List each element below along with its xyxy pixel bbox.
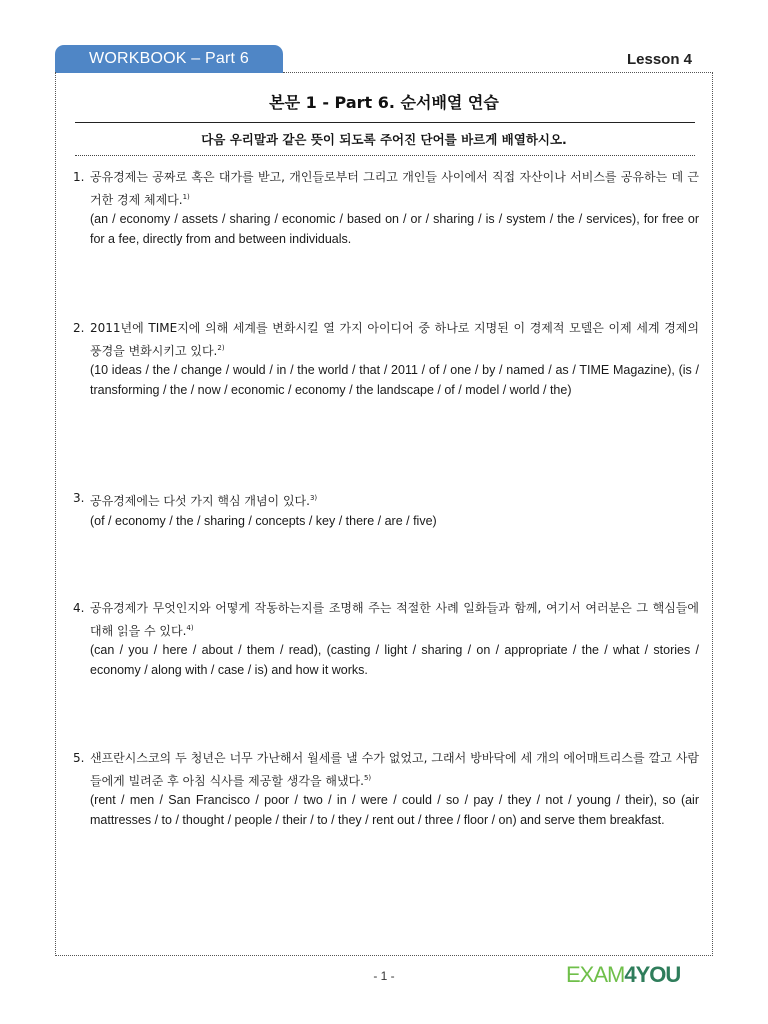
- question-3: [73, 489, 699, 531]
- question-english: (an / economy / assets / sharing / economic / based on / or / sharing / is / system / the / services), for free or for a fee, directly from and between individuals.: [90, 212, 699, 246]
- question-4: [73, 599, 699, 680]
- workbook-part-tab: WORKBOOK – Part 6: [55, 45, 283, 73]
- footnote-marker: 2): [217, 343, 225, 352]
- footnote-marker: 5): [363, 773, 372, 782]
- question-english: (of / economy / the / sharing / concepts / key / there / are / five): [90, 513, 437, 528]
- question-korean: 공유경제는 공짜로 혹은 대가를 받고, 개인들로부터 그리고 개인들 사이에서 직접 자산이나 서비스를 공유하는 데 근거한 경제 체제다.$^{1)}$: [90, 170, 699, 207]
- question-number: 5.: [73, 751, 85, 765]
- question-korean: 샌프란시스코의 두 청년은 너무 가난해서 월세를 낼 수가 없었고, 그래서 방바닥에 세 개의 에어매트리스를 깔고 사람들에게 빌려준 후 아침 식사를 제공할 생각을 해냈다.$^{5)}$: [90, 751, 699, 788]
- question-korean: 2011년에 TIME지에 의해 세계를 변화시킬 열 가지 아이디어 중 하나로 지명된 이 경제적 모델은 이제 세계 경제의 풍경을 변화시키고 있다.$^{2)}$: [90, 321, 699, 358]
- question-number: 1.: [73, 170, 85, 184]
- footnote-marker: 1): [182, 192, 190, 201]
- question-number: 3.: [73, 491, 85, 505]
- question-2: [73, 319, 699, 400]
- page-number: - 1 -: [373, 969, 395, 983]
- footnote-marker: 4): [186, 623, 194, 632]
- footnote-marker: 3): [309, 494, 318, 502]
- title-divider: [75, 122, 695, 123]
- instruction-divider: [75, 155, 695, 156]
- question-number: 4.: [73, 601, 85, 615]
- question-korean: 공유경제에는 다섯 가지 핵심 개념이 있다.$^{3)}$: [90, 494, 318, 508]
- question-korean: 공유경제가 무엇인지와 어떻게 작동하는지를 조명해 주는 적절한 사례 일화들과 함께, 여기서 여러분은 그 핵심들에 대해 읽을 수 있다.$^{4)}$: [90, 601, 699, 638]
- page-title: 본문 1 - Part 6. 순서배열 연습: [269, 93, 499, 112]
- question-1: [73, 168, 699, 249]
- question-english: (10 ideas / the / change / would / in / the world / that / 2011 / of / one / by / named / as / TIME Magazine), (is / transforming / the / now / economic / economy / the landscape / of / model / world / the): [90, 363, 699, 397]
- lesson-label: Lesson 4: [626, 51, 692, 68]
- exam4you-logo: EXAM4YOU: [566, 962, 681, 987]
- question-5: [73, 749, 699, 830]
- instruction-text: 다음 우리말과 같은 뜻이 되도록 주어진 단어를 바르게 배열하시오.: [201, 132, 567, 147]
- question-number: 2.: [73, 321, 85, 335]
- question-english: (rent / men / San Francisco / poor / two / in / were / could / so / pay / they / not / young / their), so (air mattresses / to / thought / people / their / to / they / rent out / three / floor / on) and serve them breakfast.: [90, 793, 699, 827]
- frame-top-border: [283, 72, 713, 73]
- question-english: (can / you / here / about / them / read), (casting / light / sharing / on / appropriate / the / what / stories / economy / along with / case / is) and how it works.: [90, 643, 699, 677]
